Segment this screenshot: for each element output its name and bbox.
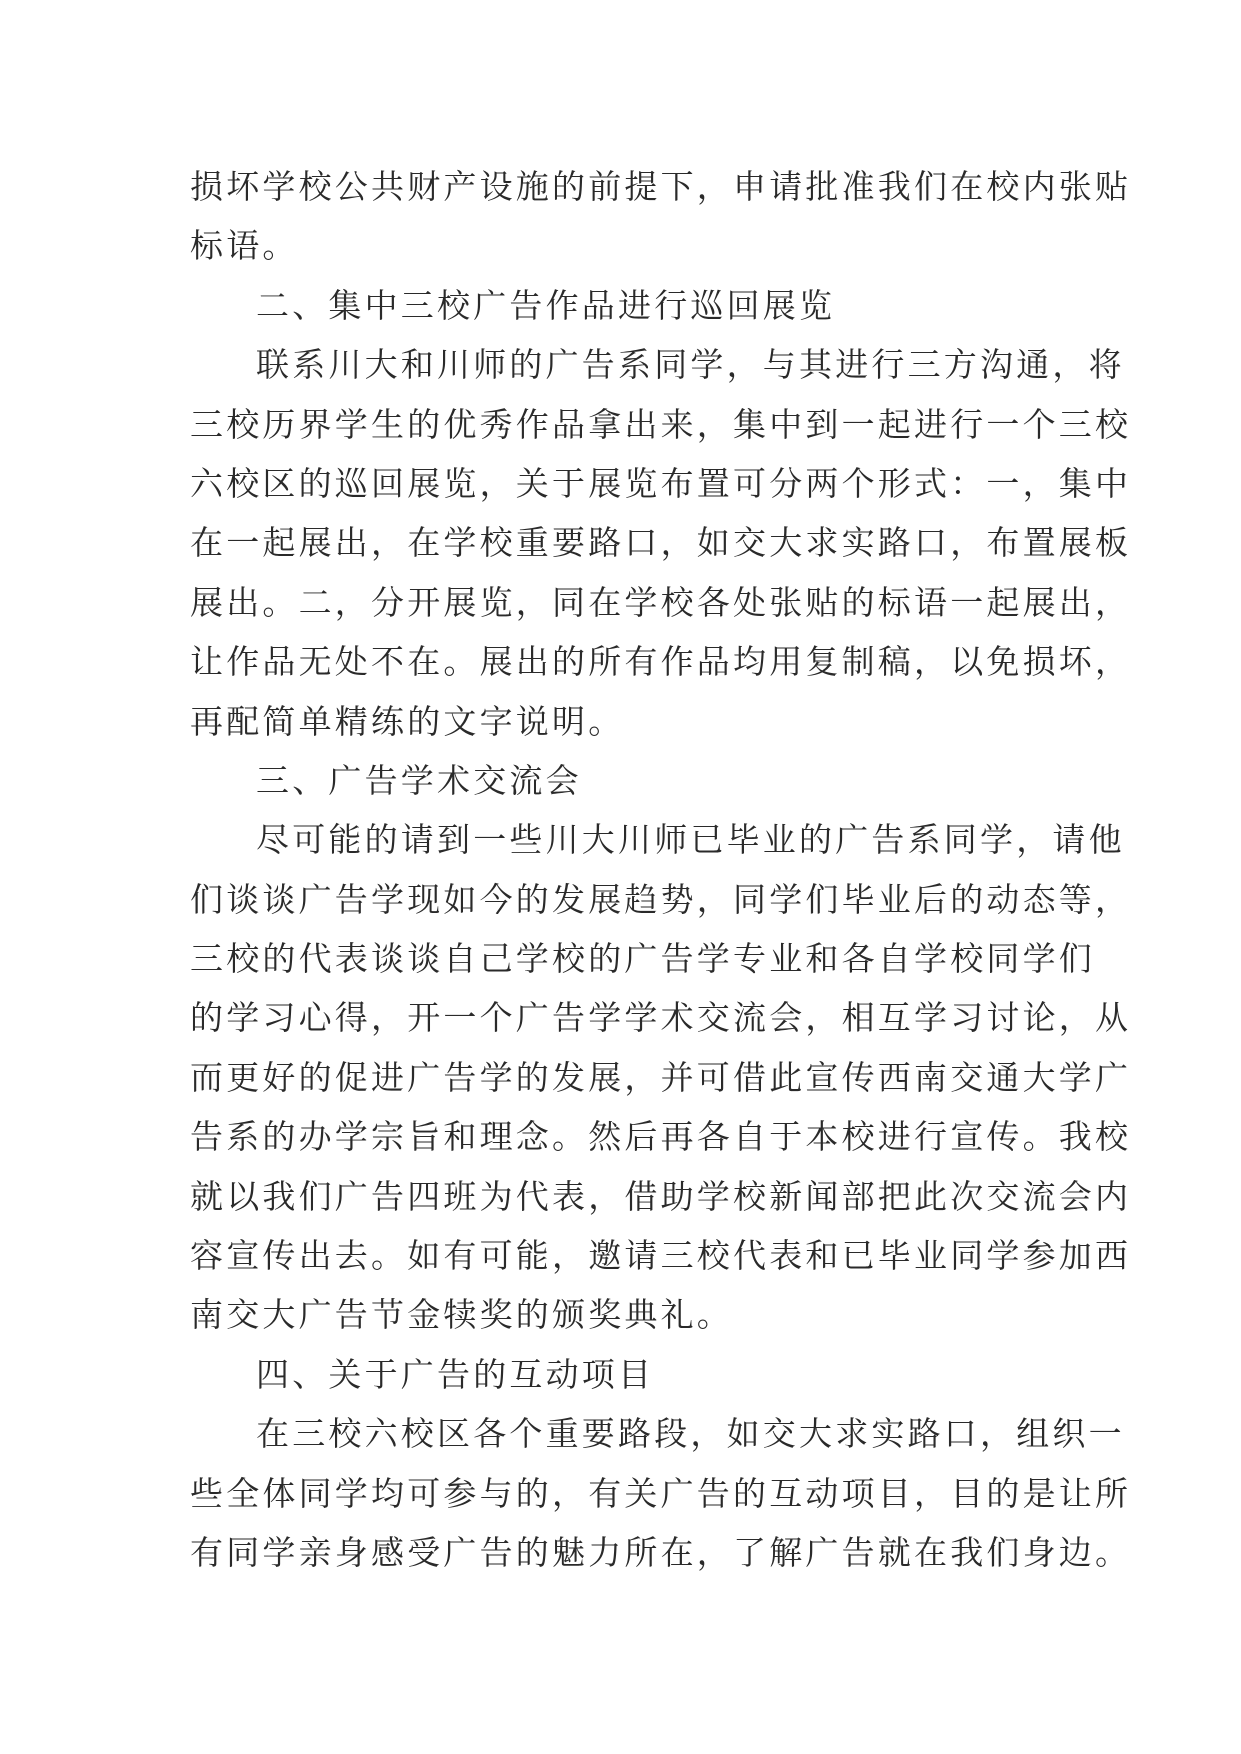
body-text <box>190 157 1132 1582</box>
text-line: 们谈谈广告学现如今的发展趋势，同学们毕业后的动态等， <box>190 879 1132 919</box>
text-line: 三校历界学生的优秀作品拿出来，集中到一起进行一个三校 <box>190 404 1132 444</box>
text-line: 南交大广告节金犊奖的颁奖典礼。 <box>190 1295 733 1335</box>
text-line: 告系的办学宗旨和理念。然后再各自于本校进行宣传。我校 <box>190 1117 1132 1157</box>
paragraph-start: 尽可能的请到一些川大川师已毕业的广告系同学，请他 <box>256 820 1125 860</box>
paragraph-start: 在三校六校区各个重要路段，如交大求实路口，组织一 <box>256 1414 1125 1454</box>
text-line: 三校的代表谈谈自己学校的广告学专业和各自学校同学们 <box>190 939 1095 979</box>
section-heading-2: 二、集中三校广告作品进行巡回展览 <box>256 285 836 325</box>
text-line: 标语。 <box>190 226 299 266</box>
text-line: 损坏学校公共财产设施的前提下，申请批准我们在校内张贴 <box>190 167 1132 206</box>
text-line: 让作品无处不在。展出的所有作品均用复制稿，以免损坏， <box>190 642 1132 682</box>
text-line: 再配简单精练的文字说明。 <box>190 701 625 741</box>
text-line: 就以我们广告四班为代表，借助学校新闻部把此次交流会内 <box>190 1176 1132 1216</box>
section-heading-4: 四、关于广告的互动项目 <box>256 1354 655 1394</box>
text-line: 在一起展出，在学校重要路口，如交大求实路口，布置展板 <box>190 523 1132 563</box>
text-line: 容宣传出去。如有可能，邀请三校代表和已毕业同学参加西 <box>190 1236 1132 1276</box>
text-line: 而更好的促进广告学的发展，并可借此宣传西南交通大学广 <box>190 1057 1132 1097</box>
text-line: 六校区的巡回展览，关于展览布置可分两个形式：一，集中 <box>190 463 1132 503</box>
section-heading-3: 三、广告学术交流会 <box>256 760 582 800</box>
text-line: 的学习心得，开一个广告学学术交流会，相互学习讨论，从 <box>190 998 1132 1038</box>
paragraph-start: 联系川大和川师的广告系同学，与其进行三方沟通，将 <box>256 345 1125 385</box>
text-line: 有同学亲身感受广告的魅力所在，了解广告就在我们身边。 <box>190 1532 1132 1572</box>
text-line: 些全体同学均可参与的，有关广告的互动项目，目的是让所 <box>190 1473 1132 1513</box>
text-line: 展出。二，分开展览，同在学校各处张贴的标语一起展出， <box>190 582 1132 622</box>
